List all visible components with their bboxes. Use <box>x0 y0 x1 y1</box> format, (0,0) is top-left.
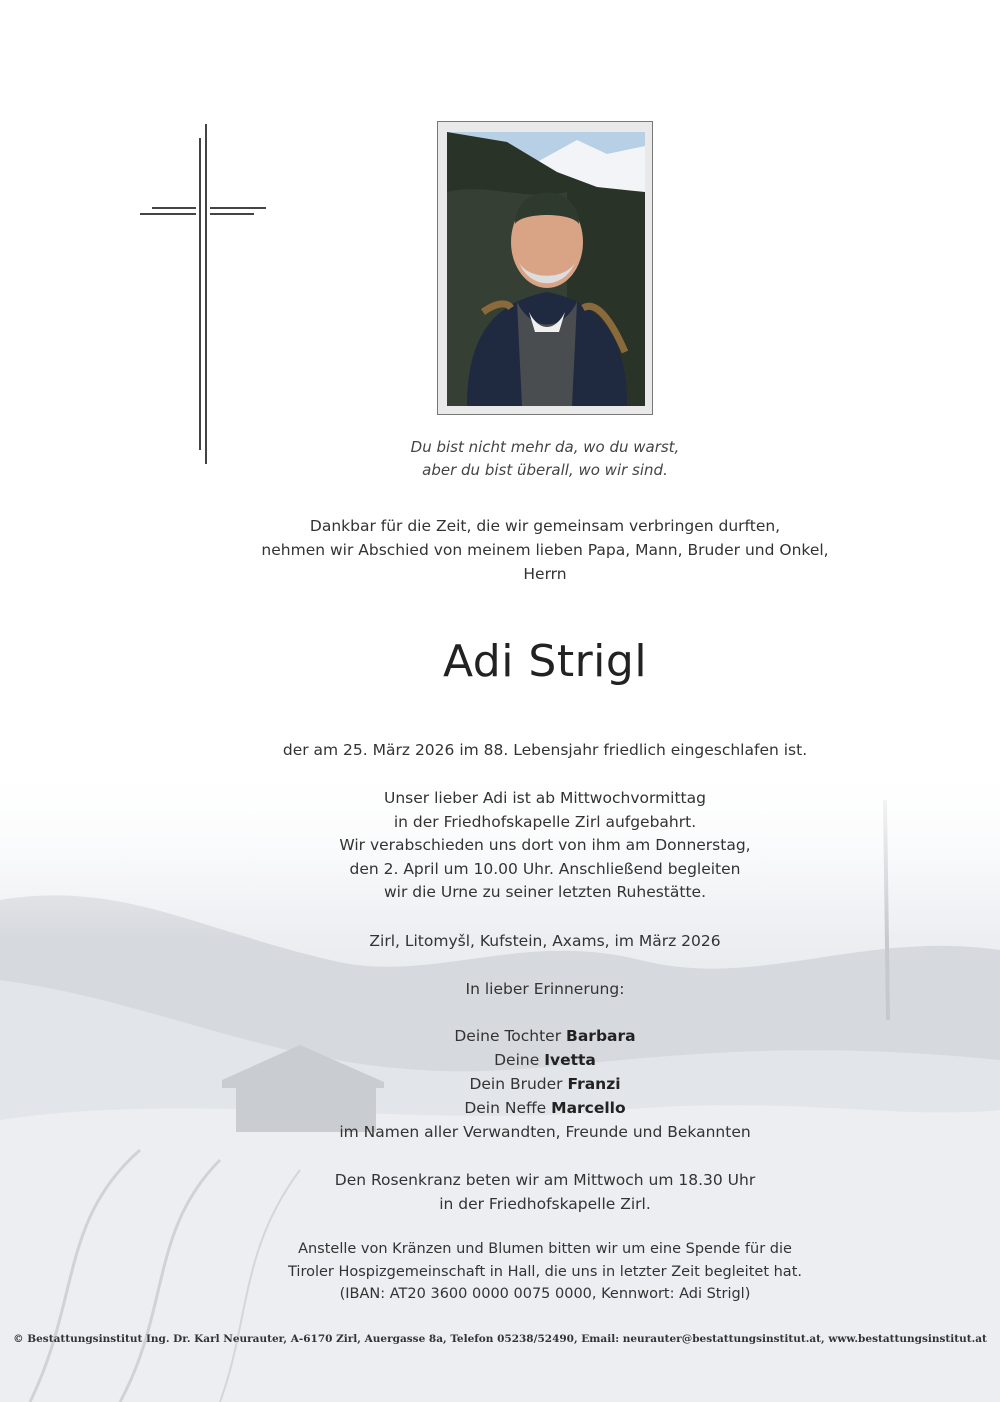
family-member <box>0 1048 1000 1072</box>
rosary-info <box>0 1168 1000 1216</box>
funeral-line: Wir verabschieden uns dort von ihm am Donnerstag, <box>339 836 751 855</box>
quote-line: aber du bist überall, wo wir sind. <box>422 461 668 479</box>
death-statement: der am 25. März 2026 im 88. Lebensjahr friedlich eingeschlafen ist. <box>282 741 808 759</box>
member-name: Franzi <box>567 1075 621 1093</box>
portrait-photo <box>447 132 645 406</box>
deceased-name: Adi Strigl <box>442 636 648 687</box>
funeral-line: in der Friedhofskapelle Zirl aufgebahrt. <box>393 812 697 831</box>
relation: Deine Tochter <box>454 1027 562 1045</box>
intro-line: nehmen wir Abschied von meinem lieben Papa, Mann, Bruder und Onkel, <box>261 541 829 559</box>
family-member <box>0 1072 1000 1096</box>
quote-line: Du bist nicht mehr da, wo du warst, <box>410 438 680 456</box>
family-member <box>0 1024 1000 1048</box>
intro-line: Dankbar für die Zeit, die wir gemeinsam verbringen durften, <box>309 517 781 535</box>
relation: Dein Bruder <box>469 1075 563 1093</box>
place-date: Zirl, Litomyšl, Kufstein, Axams, im März 2026 <box>369 932 721 950</box>
donation-line: Tiroler Hospizgemeinschaft in Hall, die uns in letzter Zeit begleitet hat. <box>288 1263 802 1280</box>
member-name: Barbara <box>566 1027 636 1045</box>
family-list <box>0 1024 1000 1144</box>
member-name: Ivetta <box>544 1051 596 1069</box>
relation: Dein Neffe <box>464 1099 547 1117</box>
portrait-frame <box>437 121 653 415</box>
funeral-line: den 2. April um 10.00 Uhr. Anschließend begleiten <box>349 859 741 878</box>
footer-credits: © Bestattungsinstitut Ing. Dr. Karl Neurauter, A-6170 Zirl, Auergasse 8a, Telefon 05238/52490, Email: neurauter@bestattungsinstitut.at, www.bestattungsinstitut.at <box>13 1333 987 1345</box>
intro-line: Herrn <box>523 565 567 583</box>
family-closing: im Namen aller Verwandten, Freunde und Bekannten <box>339 1123 751 1141</box>
intro-text <box>0 514 1000 586</box>
cross-icon <box>140 124 270 466</box>
donation-info <box>0 1238 1000 1306</box>
rosary-line: Den Rosenkranz beten wir am Mittwoch um 18.30 Uhr <box>334 1171 756 1189</box>
memory-heading: In lieber Erinnerung: <box>465 980 625 998</box>
funeral-line: Unser lieber Adi ist ab Mittwochvormittag <box>384 789 706 807</box>
rosary-line: in der Friedhofskapelle Zirl. <box>439 1195 651 1213</box>
funeral-info <box>0 787 1000 905</box>
donation-line: Anstelle von Kränzen und Blumen bitten wir um eine Spende für die <box>298 1241 792 1257</box>
donation-line: (IBAN: AT20 3600 0000 0075 0000, Kennwort: Adi Strigl) <box>339 1286 751 1302</box>
quote <box>0 436 1000 482</box>
funeral-line: wir die Urne zu seiner letzten Ruhestätte. <box>383 883 707 902</box>
relation: Deine <box>494 1051 540 1069</box>
family-member <box>0 1096 1000 1120</box>
member-name: Marcello <box>551 1099 626 1117</box>
